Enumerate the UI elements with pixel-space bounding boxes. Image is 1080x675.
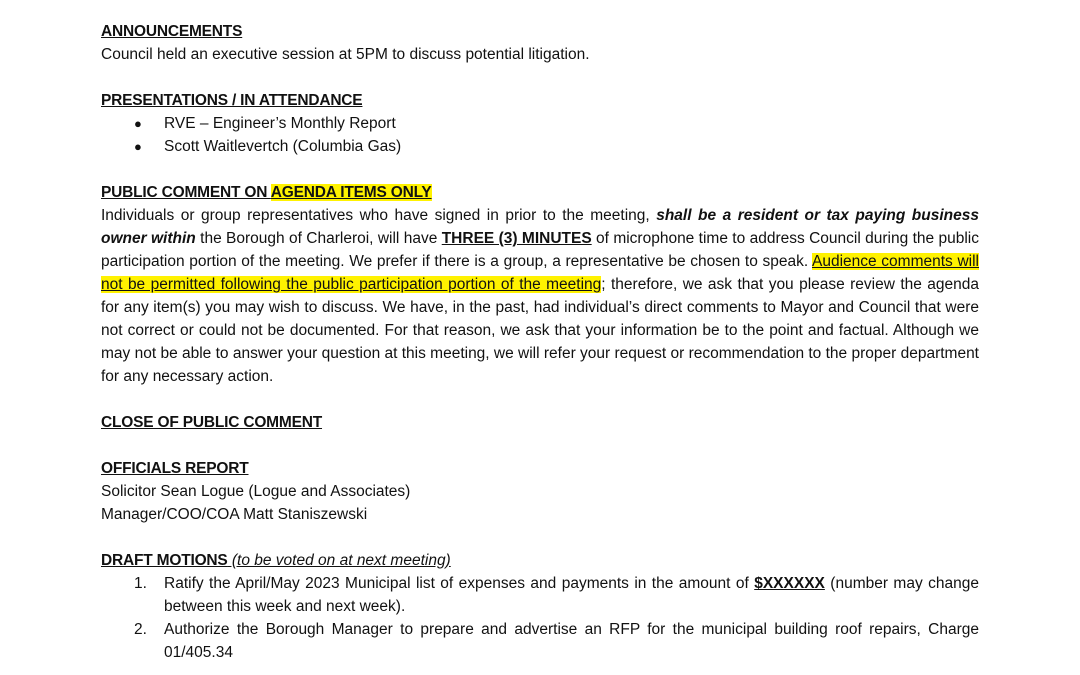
list-item — [101, 572, 979, 618]
announcements-text: Council held an executive session at 5PM to discuss potential litigation. — [101, 46, 590, 63]
public-comment-heading-highlight: AGENDA ITEMS ONLY — [270, 184, 432, 201]
public-comment-text-1: Individuals or group representatives who have signed in prior to the meeting, — [101, 207, 657, 224]
public-comment-heading — [101, 181, 979, 204]
draft-motions-list — [101, 572, 979, 664]
public-comment-paragraph — [101, 204, 979, 388]
motion-text: Ratify the April/May 2023 Municipal list of expenses and payments in the amount of — [164, 575, 755, 592]
bullet-icon: ● — [134, 116, 142, 131]
public-comment-heading-prefix: PUBLIC COMMENT ON — [101, 184, 271, 201]
public-comment-highlight-notice: Audience comments will not be permitted following the public participation portion of the meeting — [101, 253, 979, 293]
list-item — [101, 112, 979, 135]
list-item — [101, 135, 979, 158]
motion-text: Authorize the Borough Manager to prepare and advertise an RFP for the municipal building roof repairs, Charge 01/405.34 — [164, 621, 979, 661]
public-comment-requirement: shall be a resident or tax paying business owner within — [101, 207, 979, 247]
public-comment-time-limit: THREE (3) MINUTES — [441, 230, 592, 247]
motion-text-end: (number may change between this week and next week). — [164, 575, 979, 615]
presentations-list — [101, 112, 979, 158]
presentations-heading: PRESENTATIONS / IN ATTENDANCE — [101, 92, 363, 109]
draft-motions-note: (to be voted on at next meeting) — [227, 552, 451, 569]
motion-number: 2. — [134, 621, 147, 638]
officials-report-heading: OFFICIALS REPORT — [101, 460, 249, 477]
official-solicitor: Solicitor Sean Logue (Logue and Associates) — [101, 483, 411, 500]
draft-motions-heading — [101, 549, 979, 572]
public-comment-text-2: the Borough of Charleroi, will have — [195, 230, 442, 247]
motion-number: 1. — [134, 575, 147, 592]
list-item — [101, 618, 979, 664]
presentation-item-label: RVE – Engineer’s Monthly Report — [164, 115, 396, 132]
public-comment-text-4: ; therefore, we ask that you please review the agenda for any item(s) you may wish to discuss. We have, in the past, had individual’s direct comments to Mayor and Council that were not correct or could not be documented. For that reason, we ask that your information be to the point and factual. Although we may not be able to answer your question at this meeting, we will refer your request or recommendation to the proper department for any necessary action. — [101, 276, 979, 385]
meeting-agenda-page — [101, 20, 979, 664]
public-comment-text-3: of microphone time to address Council during the public participation portion of the meeting. We prefer if there is a group, a representative be chosen to speak. — [101, 230, 980, 270]
announcements-heading: ANNOUNCEMENTS — [101, 23, 243, 40]
draft-motions-title: DRAFT MOTIONS — [101, 552, 228, 569]
official-manager: Manager/COO/COA Matt Staniszewski — [101, 506, 368, 523]
bullet-icon: ● — [134, 139, 142, 154]
motion-amount: $XXXXXX — [754, 575, 825, 592]
presentation-item-label: Scott Waitlevertch (Columbia Gas) — [164, 138, 402, 155]
close-public-comment-heading: CLOSE OF PUBLIC COMMENT — [101, 414, 323, 431]
